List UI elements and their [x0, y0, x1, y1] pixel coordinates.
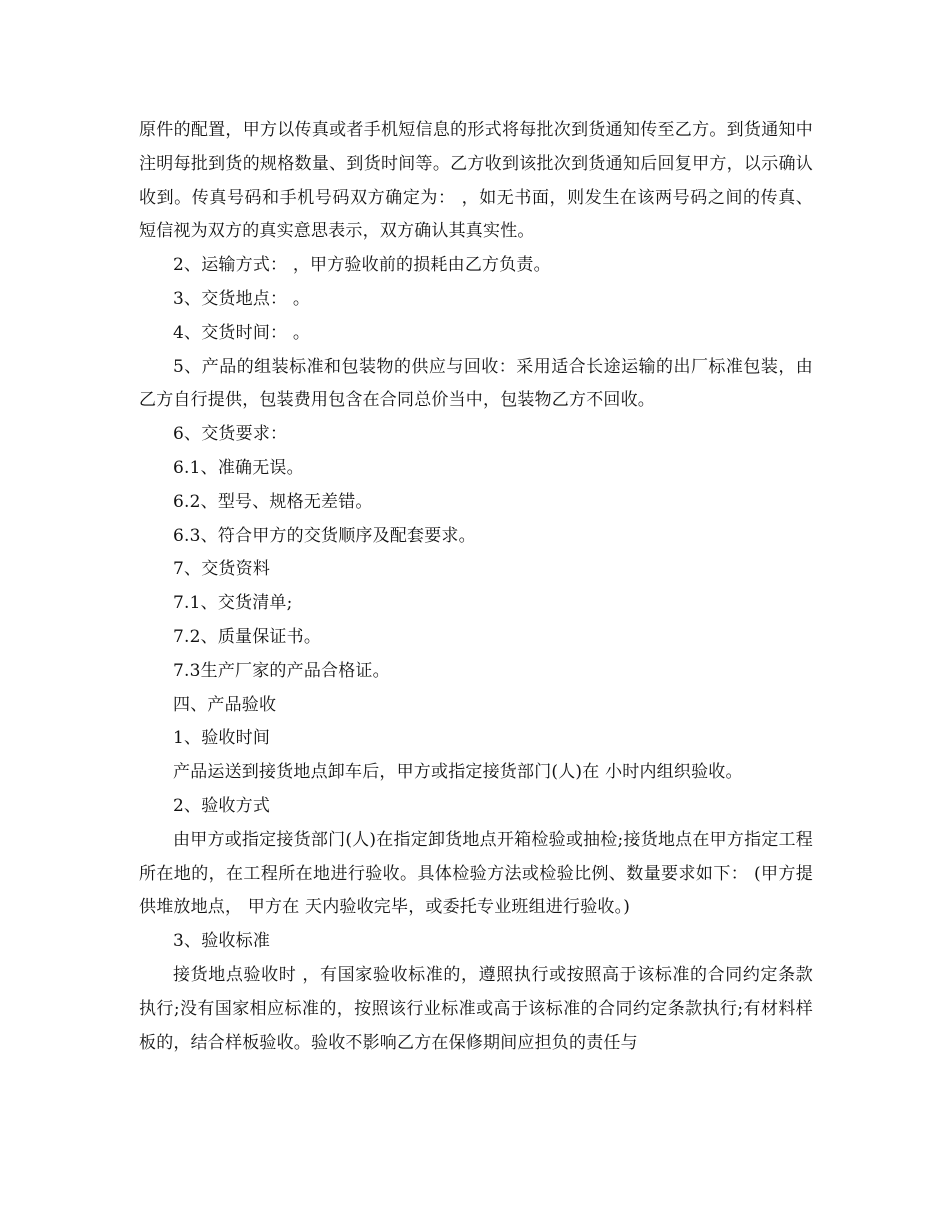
- paragraph-acceptance-method: 由甲方或指定接货部门(人)在指定卸货地点开箱检验或抽检;接货地点在甲方指定工程所在地的，在工程所在地进行验收。具体检验方法或检验比例、数量要求如下： (甲方提供堆放地点， 甲方在 天内验收完毕，或委托专业班组进行验收。): [139, 829, 813, 918]
- paragraph-acceptance-standard: 接货地点验收时 ，有国家验收标准的，遵照执行或按照高于该标准的合同约定条款执行;没有国家相应标准的，按照该行业标准或高于该标准的合同约定条款执行;有材料样板的，结合样板验收。验收不影响乙方在保修期间应担负的责任与: [139, 964, 813, 1053]
- paragraph-shipment-notice: 原件的配置，甲方以传真或者手机短信息的形式将每批次到货通知传至乙方。到货通知中注明每批到货的规格数量、到货时间等。乙方收到该批次到货通知后回复甲方，以示确认收到。传真号码和手机号码双方确定为： ，如无书面，则发生在该两号码之间的传真、短信视为双方的真实意思表示，双方确认其真实性。: [139, 120, 813, 242]
- paragraph-requirement-6-1: 6.1、准确无误。: [173, 457, 304, 478]
- paragraph-acceptance-time-heading: 1、验收时间: [173, 728, 271, 749]
- paragraph-transport-method: 2、运输方式： ，甲方验收前的损耗由乙方负责。: [173, 255, 551, 276]
- paragraph-document-7-3: 7.3生产厂家的产品合格证。: [173, 660, 390, 681]
- paragraph-delivery-requirements: 6、交货要求：: [173, 424, 288, 445]
- paragraph-packaging: 5、产品的组装标准和包装物的供应与回收：采用适合长途运输的出厂标准包装，由乙方自行提供，包装费用包含在合同总价当中，包装物乙方不回收。: [139, 356, 813, 411]
- paragraph-requirement-6-3: 6.3、符合甲方的交货顺序及配套要求。: [173, 525, 476, 546]
- paragraph-acceptance-standard-heading: 3、验收标准: [173, 931, 271, 952]
- section-heading-product-acceptance: 四、产品验收: [173, 694, 277, 715]
- paragraph-acceptance-method-heading: 2、验收方式: [173, 795, 271, 816]
- paragraph-document-7-2: 7.2、质量保证书。: [173, 626, 322, 647]
- paragraph-delivery-location: 3、交货地点： 。: [173, 288, 311, 309]
- document-body: [139, 114, 813, 1060]
- paragraph-acceptance-time: 产品运送到接货地点卸车后，甲方或指定接货部门(人)在 小时内组织验收。: [173, 762, 743, 783]
- paragraph-delivery-documents: 7、交货资料: [173, 559, 271, 580]
- paragraph-requirement-6-2: 6.2、型号、规格无差错。: [173, 491, 373, 512]
- paragraph-delivery-time: 4、交货时间： 。: [173, 322, 311, 343]
- paragraph-document-7-1: 7.1、交货清单;: [173, 593, 293, 614]
